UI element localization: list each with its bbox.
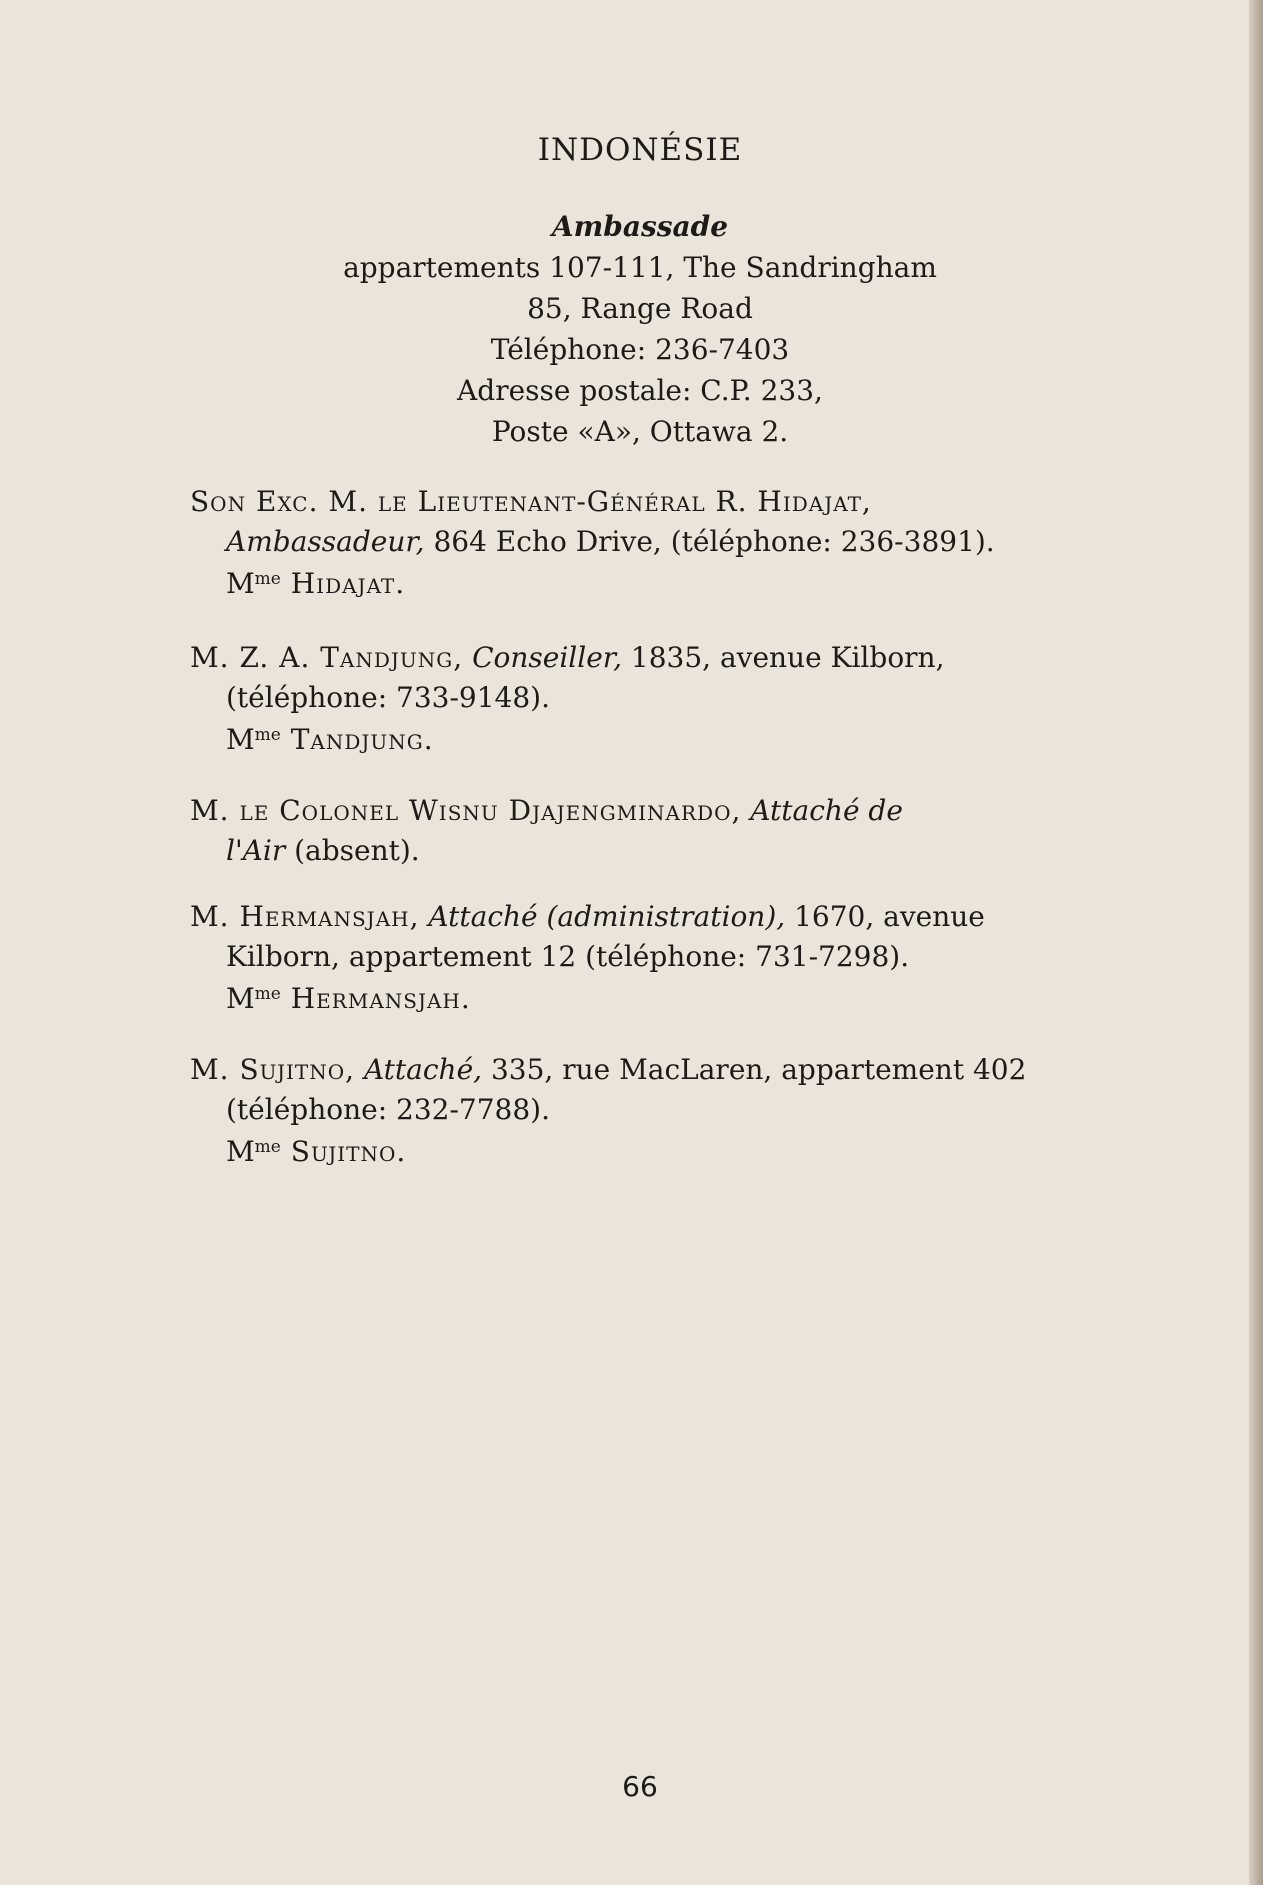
entry-name: M. le Colonel Wisnu Djajengminardo,	[190, 794, 742, 827]
staff-entry	[190, 897, 1090, 1019]
spouse-line: $M^{me}$ Tandjung.	[226, 723, 434, 756]
entry-title: Attaché de	[750, 794, 903, 827]
entry-title: Conseiller,	[472, 641, 622, 674]
document-page	[190, 0, 1090, 1885]
page-edge-shadow	[1249, 0, 1263, 1885]
entry-line	[190, 522, 1090, 562]
entry-title: Attaché,	[363, 1053, 483, 1086]
entry-line	[190, 638, 1090, 678]
spouse-name: Hidajat.	[280, 567, 406, 600]
entry-name: M. Hermansjah,	[190, 900, 420, 933]
entry-line	[190, 831, 1090, 871]
country-heading: INDONÉSIE	[537, 132, 743, 168]
staff-entry	[190, 638, 1090, 760]
entry-line: (téléphone: 232-7788).	[226, 1093, 551, 1126]
staff-entry	[190, 482, 1090, 604]
address-line: Poste «A», Ottawa 2.	[491, 415, 789, 448]
spouse-name: Tandjung.	[280, 723, 434, 756]
entry-detail: (absent).	[285, 834, 420, 867]
entry-title: Ambassadeur,	[226, 525, 425, 558]
entry-line	[190, 1050, 1090, 1090]
entry-detail: 1835, avenue Kilborn,	[621, 641, 945, 674]
entry-title: Attaché (administration),	[428, 900, 786, 933]
entry-line: (téléphone: 733-9148).	[226, 681, 551, 714]
entry-name: Son Exc. M. le Lieutenant-Général R. Hidajat,	[190, 485, 872, 518]
entry-line	[190, 897, 1090, 937]
embassy-address-block	[190, 206, 1090, 452]
entry-name: M. Sujitno,	[190, 1053, 356, 1086]
entry-detail: 335, rue MacLaren, appartement 402	[482, 1053, 1027, 1086]
entry-name: M. Z. A. Tandjung,	[190, 641, 464, 674]
entry-line: Kilborn, appartement 12 (téléphone: 731-7298).	[226, 940, 910, 973]
address-line: Adresse postale: C.P. 233,	[457, 374, 823, 407]
address-line: appartements 107-111, The Sandringham	[343, 251, 937, 284]
spouse-line: $M^{me}$ Sujitno.	[226, 1135, 407, 1168]
page-number: 66	[622, 1770, 658, 1803]
entry-line	[190, 791, 1090, 831]
staff-entry	[190, 791, 1090, 871]
entry-detail: 864 Echo Drive, (téléphone: 236-3891).	[424, 525, 995, 558]
section-title: Ambassade	[551, 210, 729, 243]
spouse-line: $M^{me}$ Hermansjah.	[226, 982, 471, 1015]
spouse-name: Hermansjah.	[280, 982, 471, 1015]
address-line: 85, Range Road	[527, 292, 753, 325]
entry-line	[190, 482, 1090, 522]
spouse-line: $M^{me}$ Hidajat.	[226, 567, 406, 600]
entry-detail: 1670, avenue	[785, 900, 985, 933]
staff-entry	[190, 1050, 1090, 1172]
entry-title: l'Air	[226, 834, 286, 867]
spouse-name: Sujitno.	[280, 1135, 407, 1168]
address-line: Téléphone: 236-7403	[490, 333, 790, 366]
